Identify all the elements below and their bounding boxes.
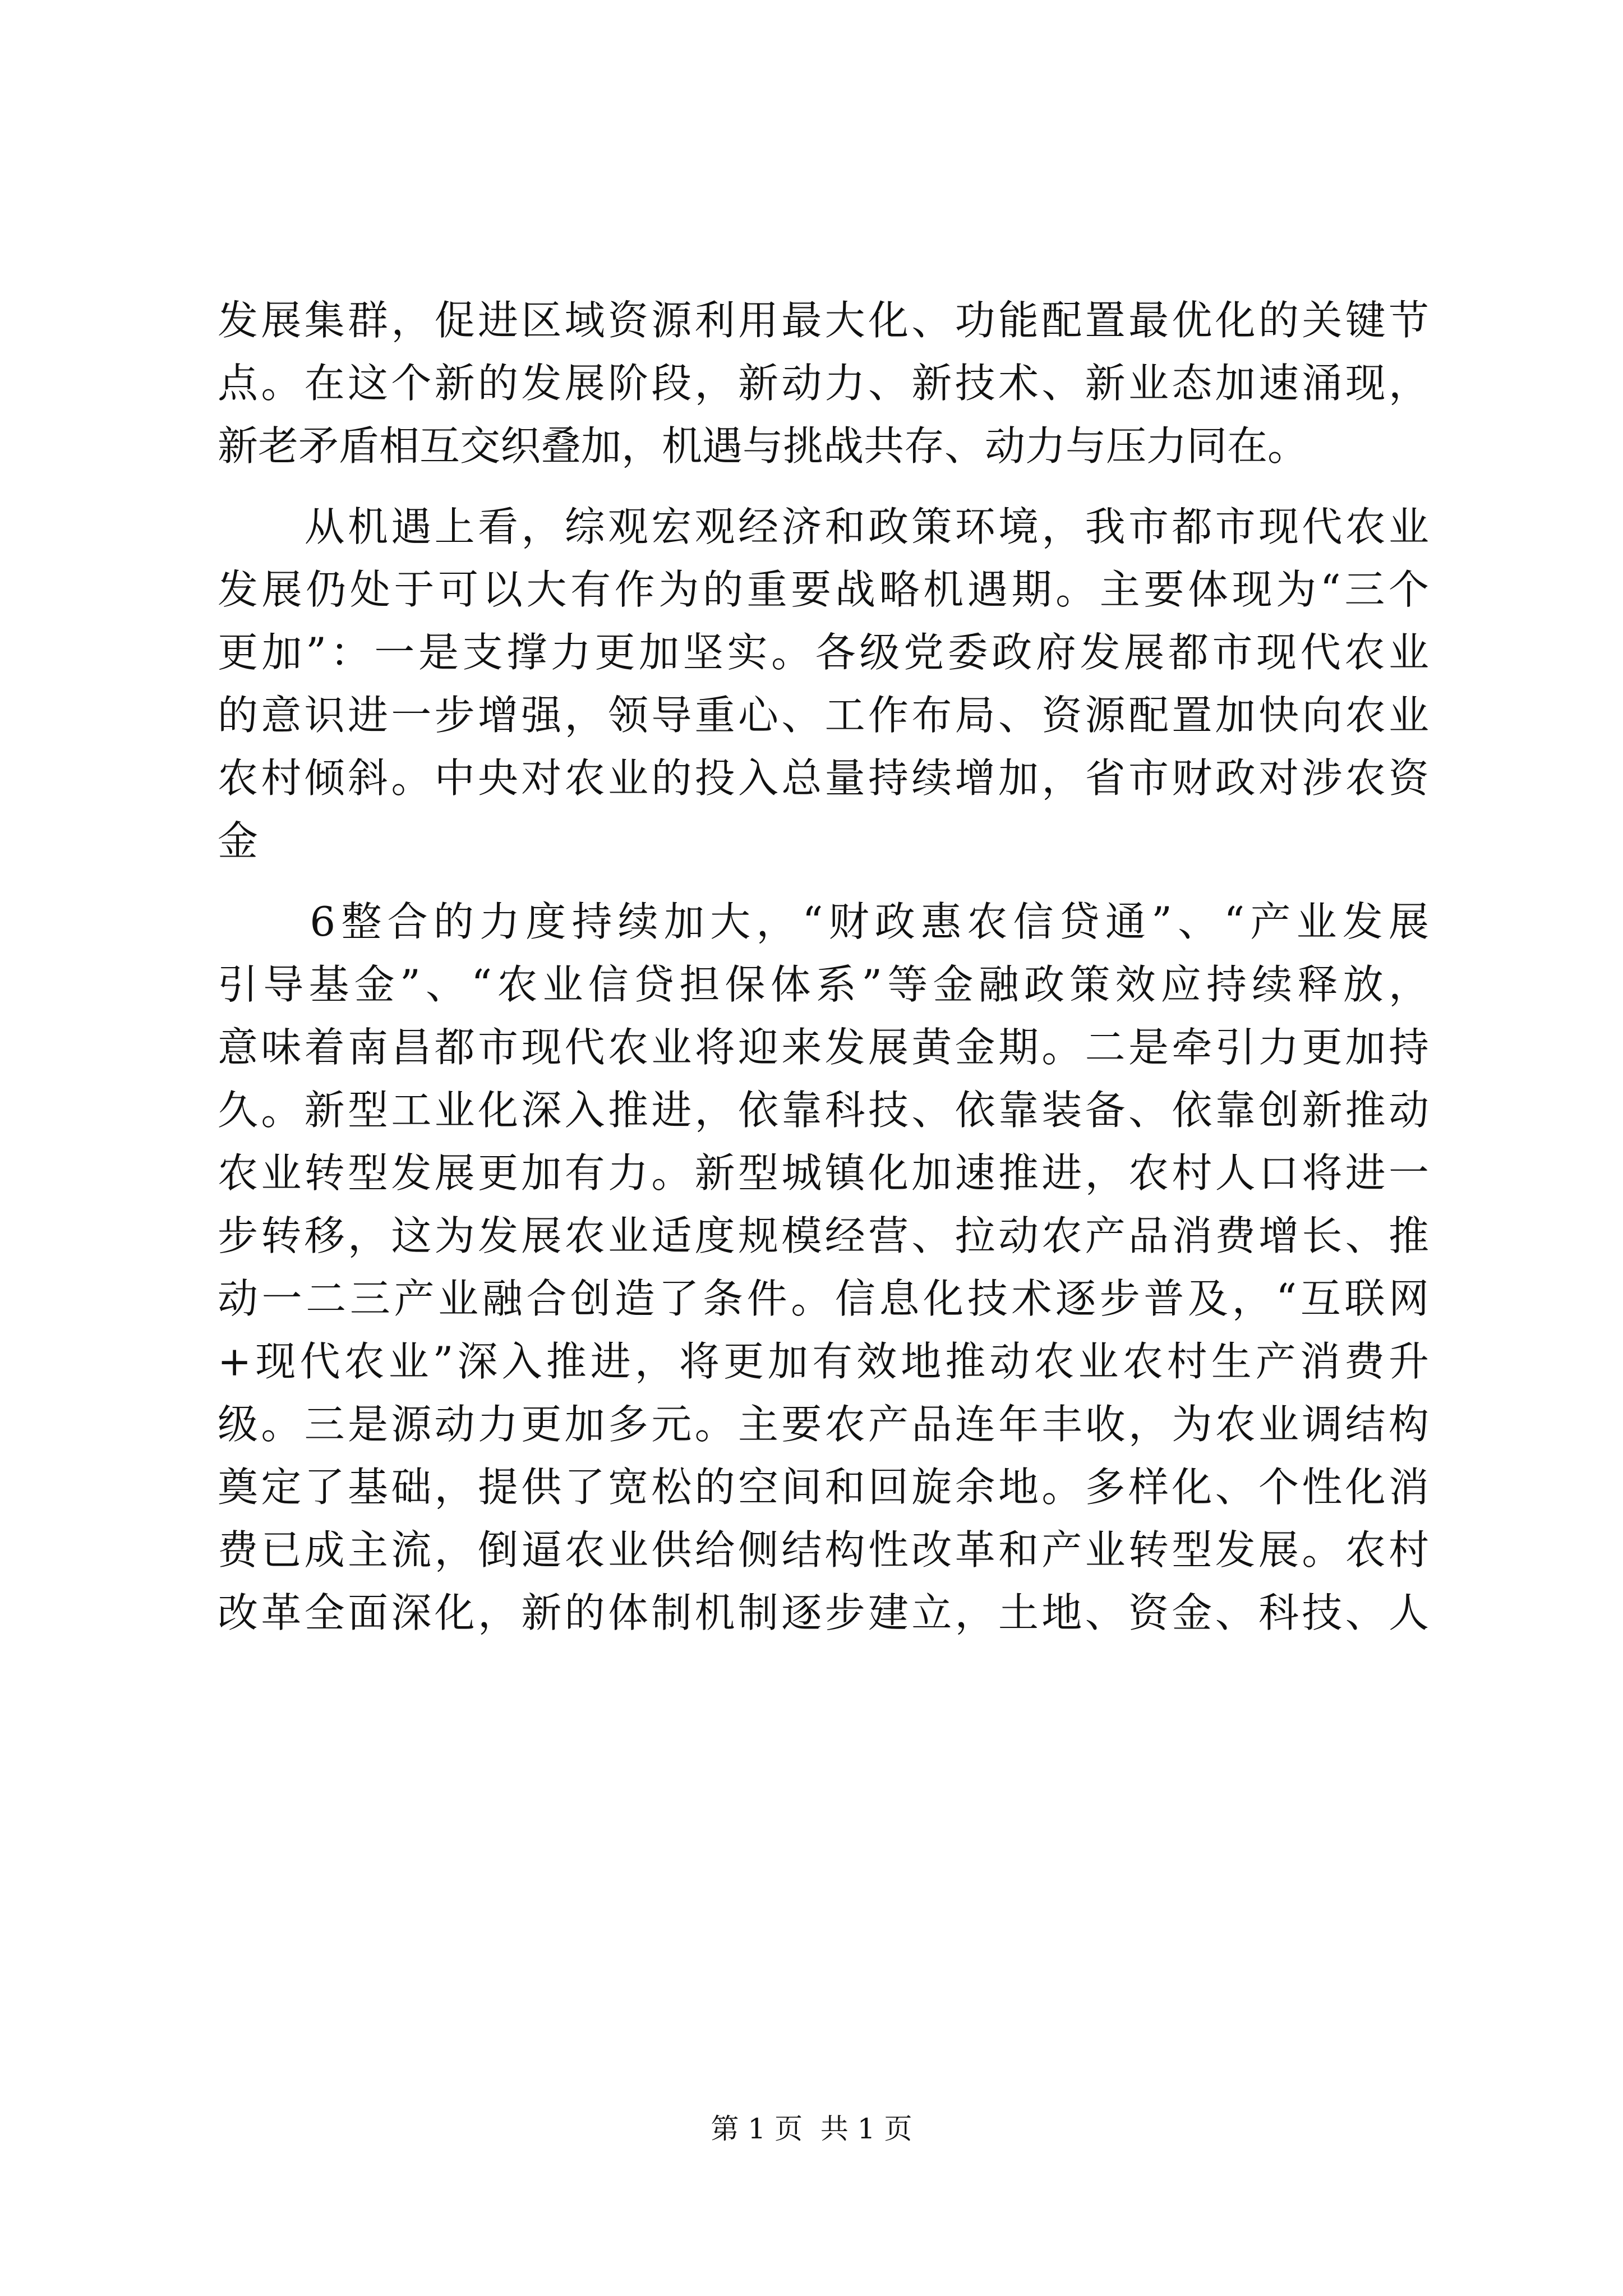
text-line: 新老矛盾相互交织叠加，机遇与挑战共存、动力与压力同在。 xyxy=(218,422,1308,470)
text-line: 从机遇上看，综观宏观经济和政策环境，我市都市现代农业 xyxy=(218,503,1429,550)
text-line: 点。在这个新的发展阶段，新动力、新技术、新业态加速涌现， xyxy=(218,360,1429,407)
text-line: 动一二三产业融合创造了条件。信息化技术逐步普及，“互联网 xyxy=(218,1275,1429,1322)
text-line: 步转移，这为发展农业适度规模经营、拉动农产品消费增长、推 xyxy=(218,1212,1429,1259)
text-line: 更加”：一是支撑力更加坚实。各级党委政府发展都市现代农业 xyxy=(218,629,1429,676)
body-text xyxy=(218,289,1429,1644)
text-line: 发展仍处于可以大有作为的重要战略机遇期。主要体现为“三个 xyxy=(218,566,1429,613)
text-line: 农村倾斜。中央对农业的投入总量持续增加，省市财政对涉农资 xyxy=(218,754,1429,802)
text-line: 农业转型发展更加有力。新型城镇化加速推进，农村人口将进一 xyxy=(218,1149,1429,1197)
text-line: 奠定了基础，提供了宽松的空间和回旋余地。多样化、个性化消 xyxy=(218,1464,1429,1511)
page-footer xyxy=(0,2109,1623,2148)
text-line: 金 xyxy=(218,817,259,864)
text-line: +现代农业”深入推进，将更加有效地推动农业农村生产消费升 xyxy=(218,1338,1429,1385)
text-line: 意味着南昌都市现代农业将迎来发展黄金期。二是牵引力更加持 xyxy=(218,1024,1429,1071)
text-line: 引导基金”、“农业信贷担保体系”等金融政策效应持续释放， xyxy=(218,961,1429,1008)
text-line: 级。三是源动力更加多元。主要农产品连年丰收，为农业调结构 xyxy=(218,1401,1429,1448)
text-line: 发展集群，促进区域资源利用最大化、功能配置最优化的关键节 xyxy=(218,297,1429,344)
text-line: 久。新型工业化深入推进，依靠科技、依靠装备、依靠创新推动 xyxy=(218,1087,1429,1134)
text-line: 改革全面深化，新的体制机制逐步建立，土地、资金、科技、人 xyxy=(218,1589,1429,1636)
text-line: 费已成主流，倒逼农业供给侧结构性改革和产业转型发展。农村 xyxy=(218,1526,1429,1573)
page-number-label: 第 1 页 共 1 页 xyxy=(711,2113,912,2145)
text-line: 的意识进一步增强，领导重心、工作布局、资源配置加快向农业 xyxy=(218,692,1429,739)
text-line: 6整合的力度持续加大，“财政惠农信贷通”、“产业发展 xyxy=(218,898,1429,945)
